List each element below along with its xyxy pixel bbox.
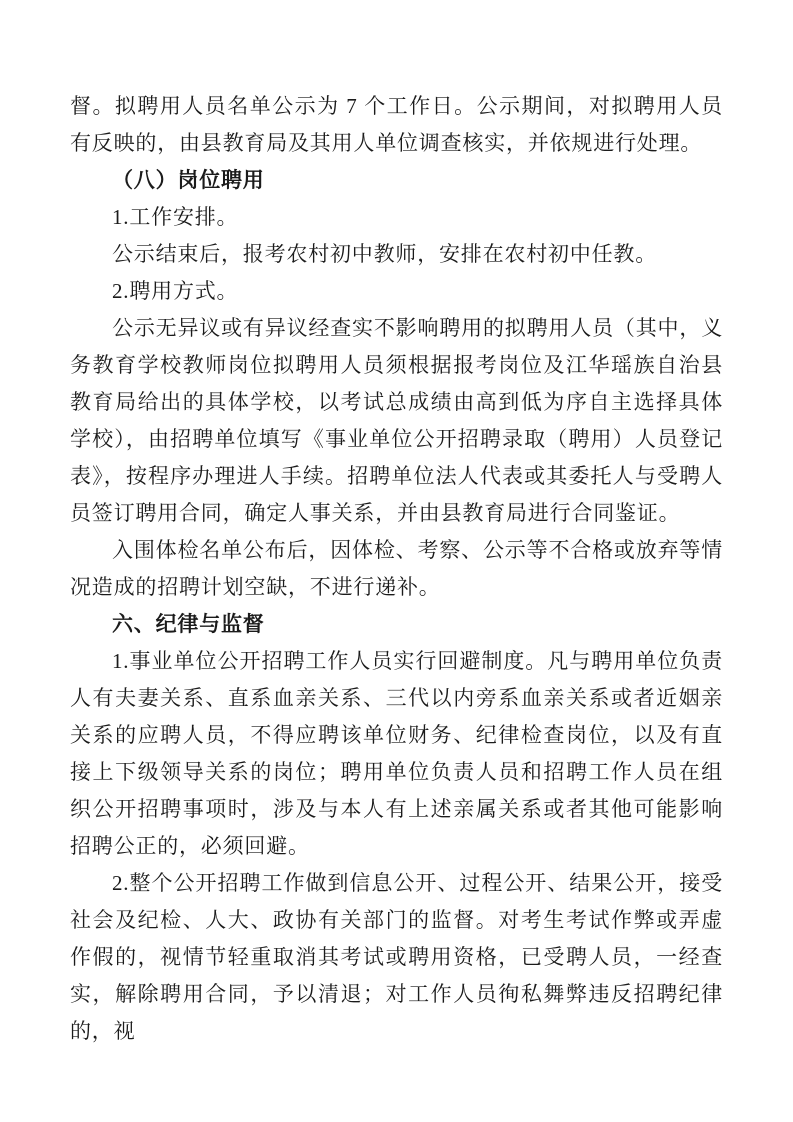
- document-content: [70, 88, 723, 1050]
- paragraph-employment-method-detail: 公示无异议或有异议经查实不影响聘用的拟聘用人员（其中，义务教育学校教师岗位拟聘用人员须根据报考岗位及江华瑶族自治县教育局给出的具体学校，以考试总成绩由高到低为序自主选择具体学校），由招聘单位填写《事业单位公开招聘录取（聘用）人员登记表》，按程序办理进人手续。招聘单位法人代表或其委托人与受聘人员签订聘用合同，确定人事关系，并由县教育局进行合同鉴证。: [70, 316, 723, 525]
- paragraph-avoidance-system: 1.事业单位公开招聘工作人员实行回避制度。凡与聘用单位负责人有夫妻关系、直系血亲关系、三代以内旁系血亲关系或者近姻亲关系的应聘人员，不得应聘该单位财务、纪律检查岗位，以及有直接上下级领导关系的岗位；聘用单位负责人员和招聘工作人员在组织公开招聘事项时，涉及与本人有上述亲属关系或者其他可能影响招聘公正的，必须回避。: [70, 649, 723, 858]
- paragraph-no-replacement: 入围体检名单公布后，因体检、考察、公示等不合格或放弃等情况造成的招聘计划空缺，不进行递补。: [70, 538, 723, 599]
- paragraph-employment-method-label: 2.聘用方式。: [112, 279, 239, 303]
- paragraph-supervision-publicity: 督。拟聘用人员名单公示为 7 个工作日。公示期间，对拟聘用人员有反映的，由县教育局及其用人单位调查核实，并依规进行处理。: [70, 94, 723, 155]
- paragraph-work-arrangement-label: 1.工作安排。: [112, 205, 239, 229]
- paragraph-openness-supervision: 2.整个公开招聘工作做到信息公开、过程公开、结果公开，接受社会及纪检、人大、政协有关部门的监督。对考生考试作弊或弄虚作假的，视情节轻重取消其考试或聘用资格，已受聘人员，一经查实，解除聘用合同，予以清退；对工作人员徇私舞弊违反招聘纪律的，视: [70, 871, 723, 1043]
- section-heading-post-employment: （八）岗位聘用: [112, 169, 265, 192]
- paragraph-work-arrangement-detail: 公示结束后，报考农村初中教师，安排在农村初中任教。: [112, 242, 657, 266]
- section-heading-discipline-supervision: 六、纪律与监督: [112, 613, 265, 636]
